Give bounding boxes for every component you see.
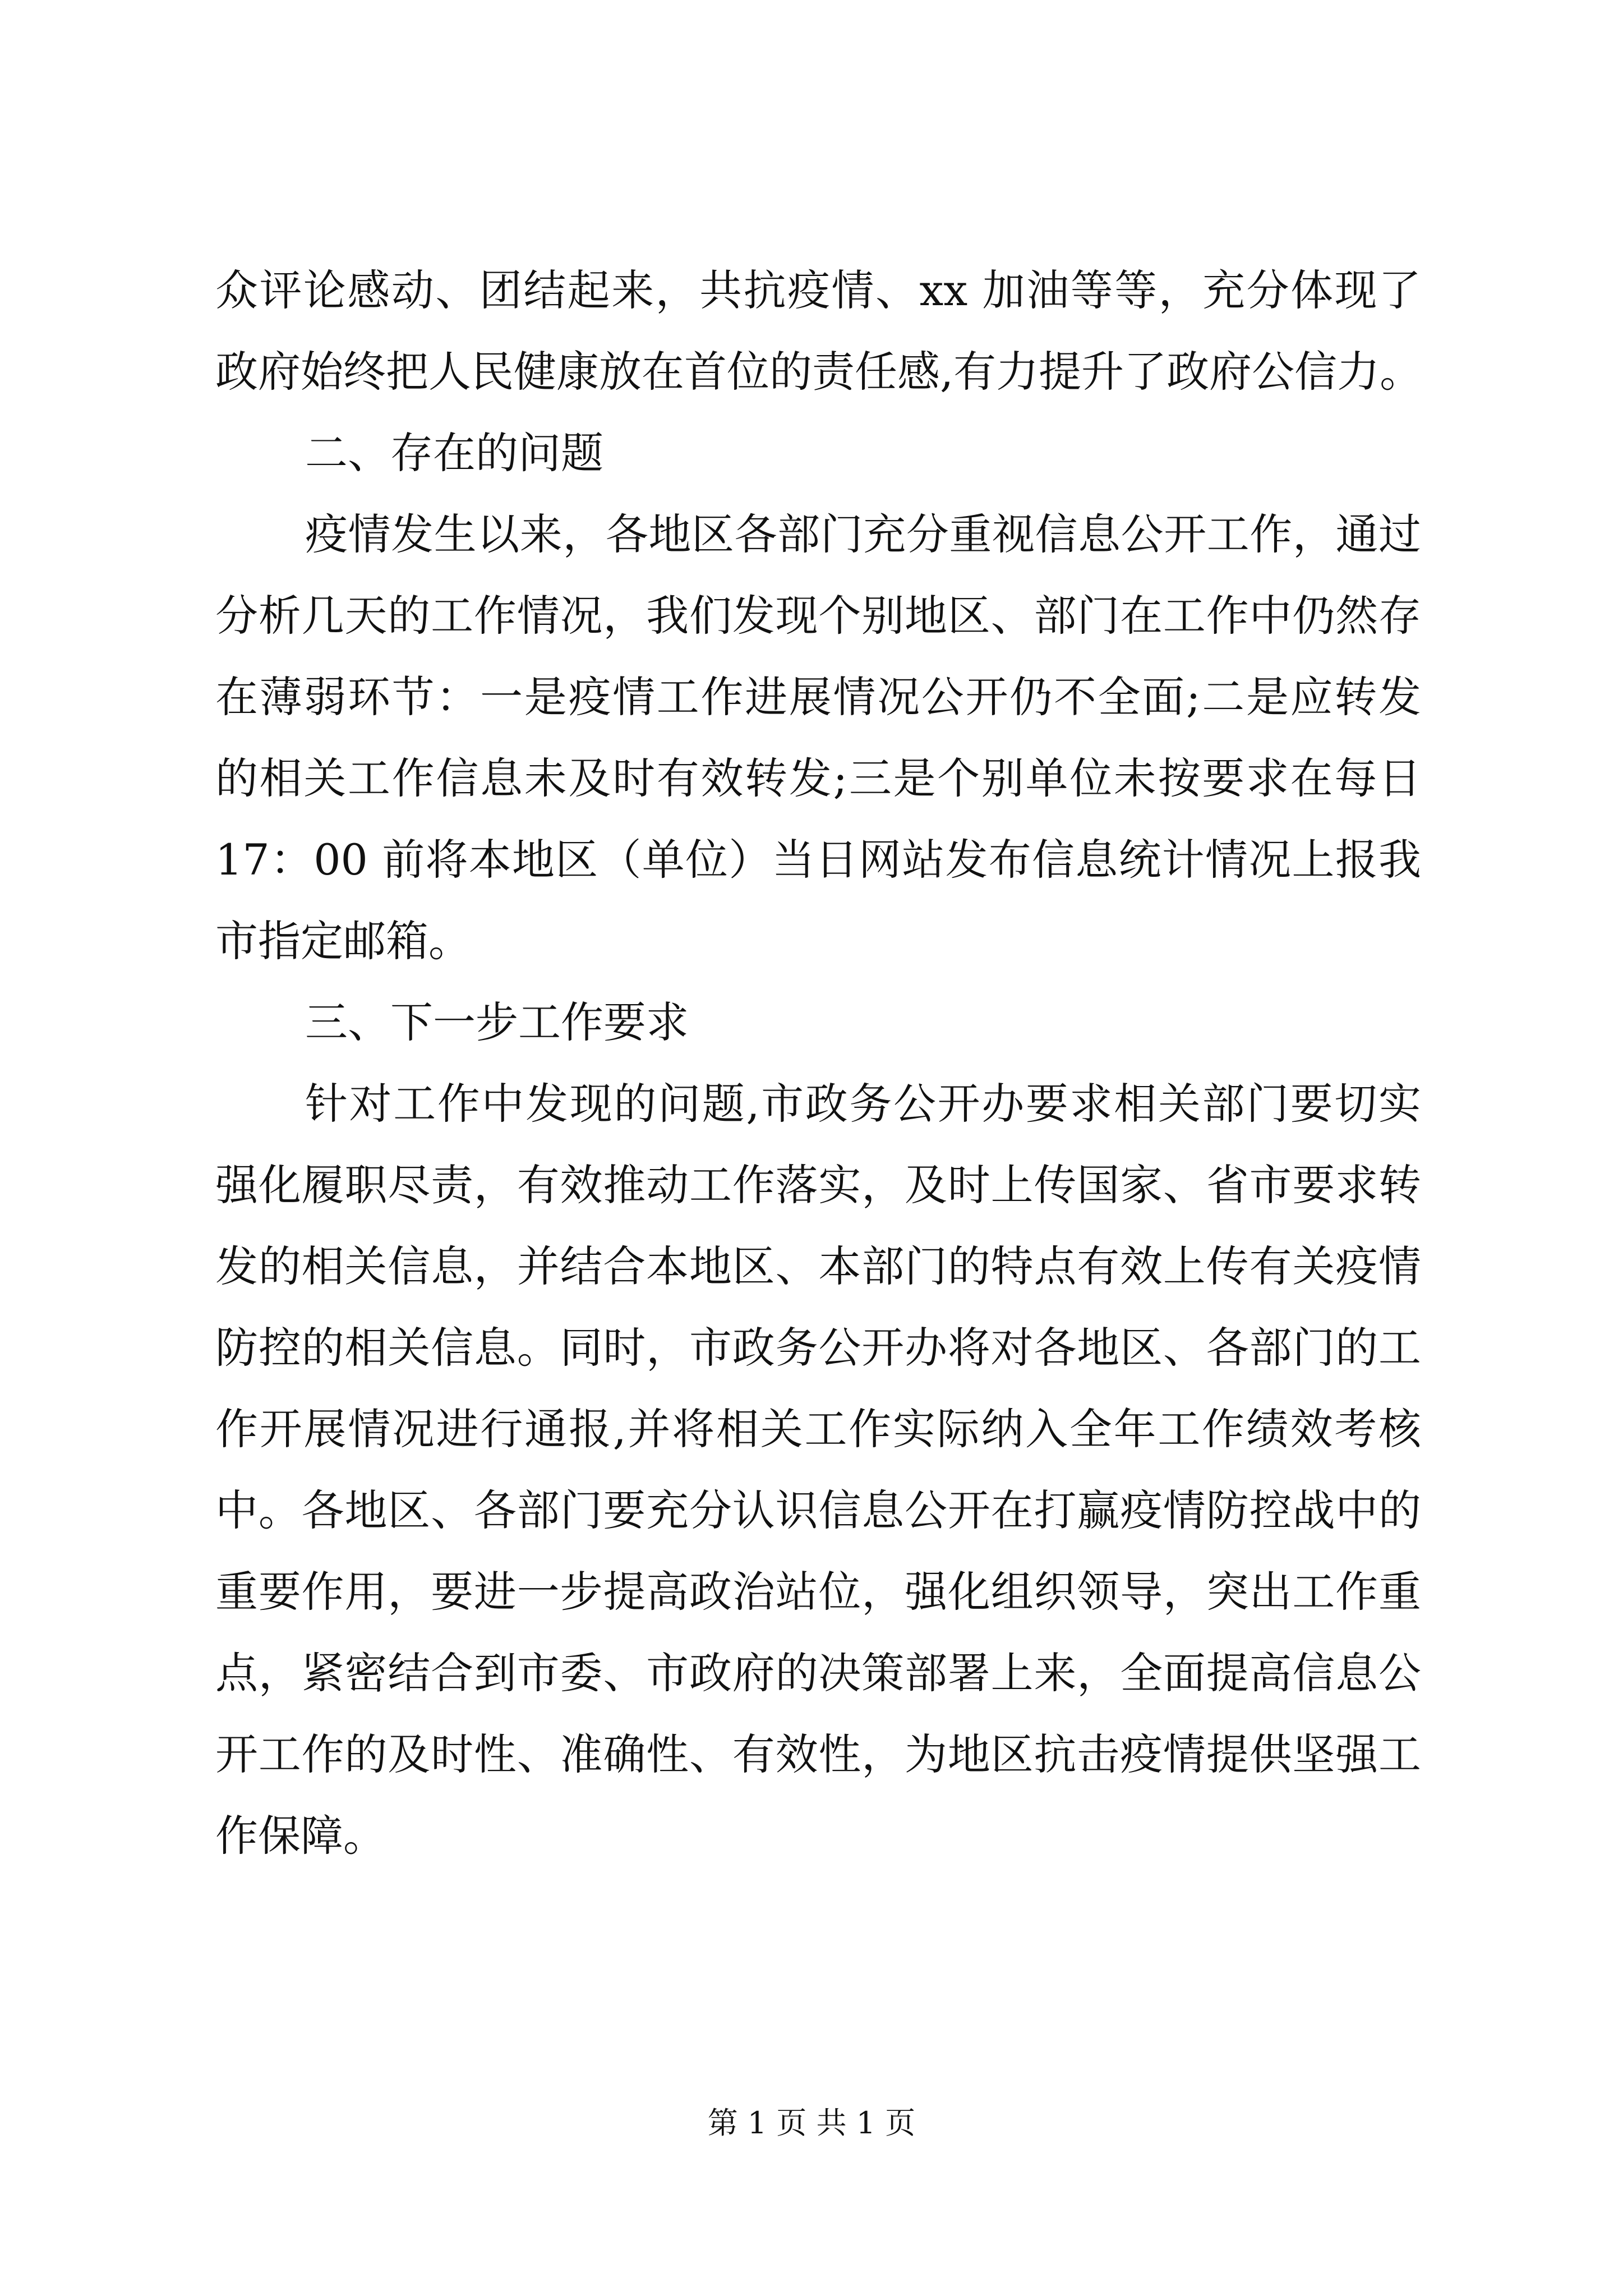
body-line-1: 众评论感动、团结起来，共抗疫情、xx 加油等等，充分体现了	[215, 265, 1421, 315]
section-heading-problems: 二、存在的问题	[305, 428, 603, 478]
body-line-15: 作开展情况进行通报,并将相关工作实际纳入全年工作绩效考核	[215, 1404, 1421, 1454]
body-line-12: 强化履职尽责，有效推动工作落实，及时上传国家、省市要求转	[215, 1160, 1421, 1210]
body-line-17: 重要作用，要进一步提高政治站位，强化组织领导，突出工作重	[215, 1567, 1421, 1617]
page-number-footer: 第 1 页 共 1 页	[707, 2105, 916, 2141]
body-line-19: 开工作的及时性、准确性、有效性，为地区抗击疫情提供坚强工	[215, 1729, 1421, 1779]
section-heading-next-steps: 三、下一步工作要求	[305, 997, 689, 1047]
body-line-7: 的相关工作信息未及时有效转发;三是个别单位未按要求在每日	[215, 753, 1421, 803]
document-body	[215, 250, 1421, 1876]
body-line-5: 分析几天的工作情况，我们发现个别地区、部门在工作中仍然存	[215, 591, 1421, 641]
body-line-11: 针对工作中发现的问题,市政务公开办要求相关部门要切实	[305, 1079, 1421, 1129]
body-line-14: 防控的相关信息。同时，市政务公开办将对各地区、各部门的工	[215, 1323, 1421, 1373]
body-line-13: 发的相关信息，并结合本地区、本部门的特点有效上传有关疫情	[215, 1241, 1421, 1291]
body-line-16: 中。各地区、各部门要充分认识信息公开在打赢疫情防控战中的	[215, 1485, 1421, 1535]
body-line-9: 市指定邮箱。	[215, 916, 471, 966]
body-line-2: 政府始终把人民健康放在首位的责任感,有力提升了政府公信力。	[215, 347, 1423, 397]
body-line-6: 在薄弱环节：一是疫情工作进展情况公开仍不全面;二是应转发	[215, 672, 1421, 722]
body-line-20: 作保障。	[215, 1811, 386, 1861]
body-line-4: 疫情发生以来，各地区各部门充分重视信息公开工作，通过	[305, 509, 1421, 559]
body-line-8: 17：00 前将本地区（单位）当日网站发布信息统计情况上报我	[215, 835, 1421, 885]
body-line-18: 点，紧密结合到市委、市政府的决策部署上来，全面提高信息公	[215, 1648, 1421, 1698]
